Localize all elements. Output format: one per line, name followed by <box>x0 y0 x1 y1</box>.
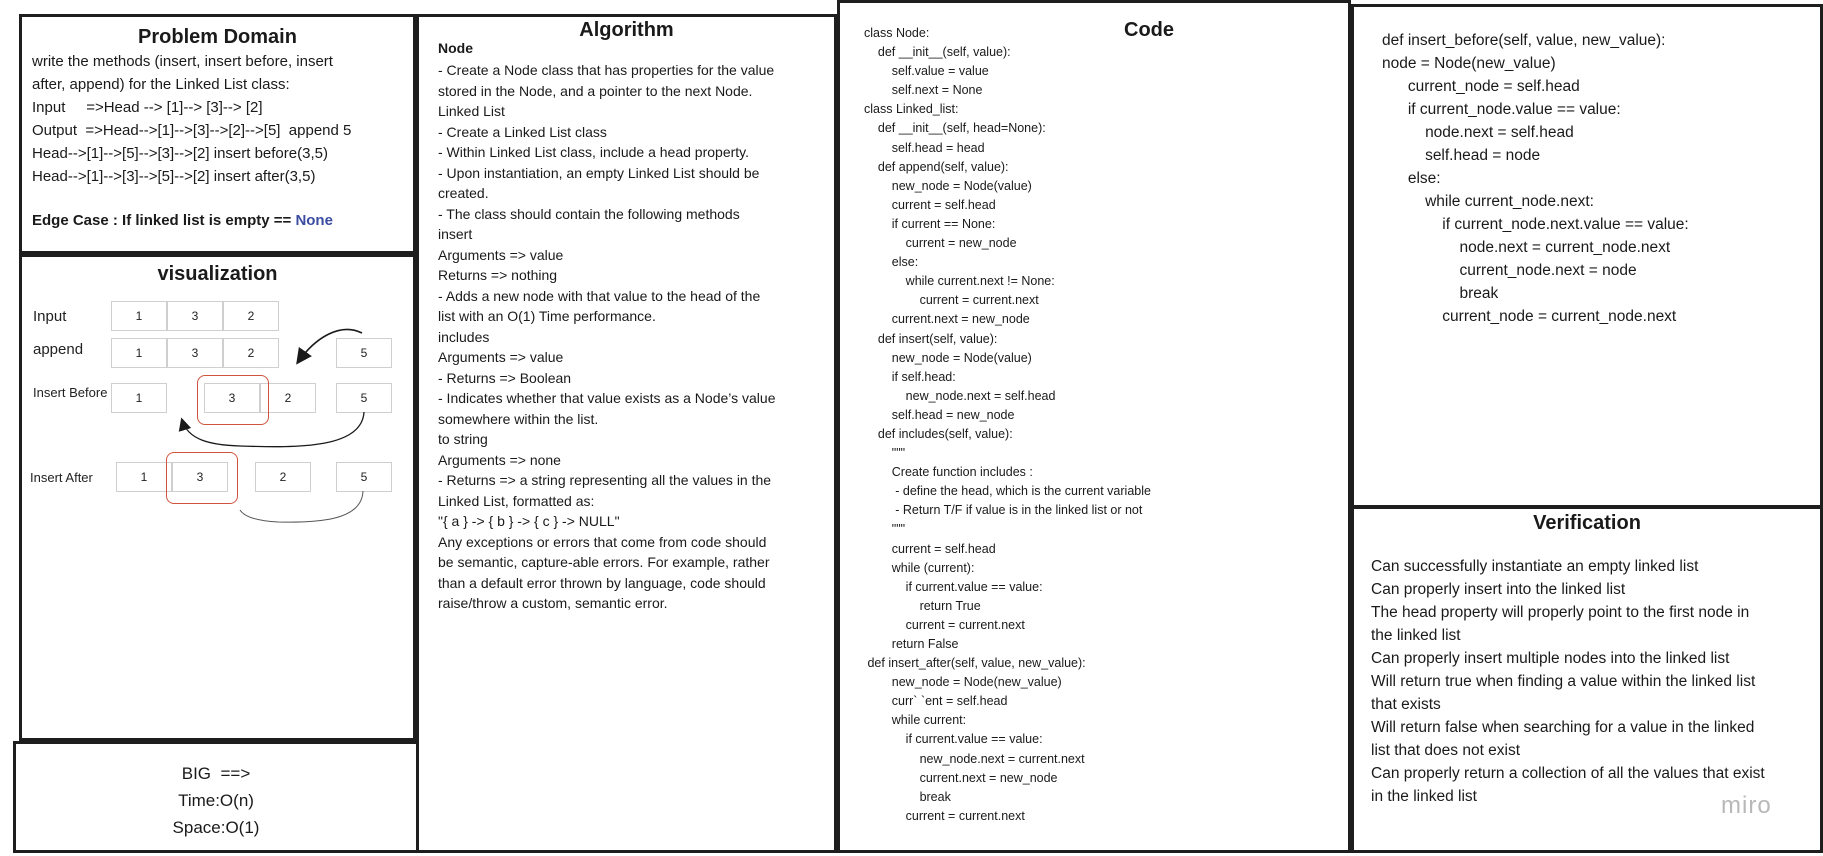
before-node-new: 5 <box>336 383 392 413</box>
code-line: else: <box>864 255 919 270</box>
input-node-1: 1 <box>111 301 167 331</box>
code-line: """ <box>864 446 906 461</box>
code-line: def insert_after(self, value, new_value): <box>864 656 1086 671</box>
code-line: self.head = head <box>864 140 985 155</box>
code-line: """ <box>864 522 906 537</box>
code-line: if current == None: <box>864 216 996 231</box>
insert-before-code-line: else: <box>1382 170 1441 187</box>
big-o-line: Space:O(1) <box>172 818 260 837</box>
algorithm-line: - Returns => a string representing all the values in the <box>438 472 772 488</box>
insert-before-code-line: node.next = self.head <box>1382 124 1574 141</box>
algorithm-line: than a default error thrown by language, code should <box>438 574 766 591</box>
algorithm-line: Returns => nothing <box>438 267 558 283</box>
code-line: return True <box>864 598 981 613</box>
code-line: current.next = new_node <box>864 770 1058 785</box>
after-node-new: 5 <box>336 462 392 492</box>
verification-line: Will return false when searching for a value in the linked <box>1371 719 1755 736</box>
after-node-1: 1 <box>116 462 172 492</box>
algorithm-line: list with an O(1) Time performance. <box>438 308 656 324</box>
algorithm-line: Arguments => value <box>438 349 564 365</box>
append-node-1: 1 <box>111 338 167 368</box>
code-line: new_node.next = self.head <box>864 388 1056 403</box>
viz-label-input: Input <box>33 308 67 325</box>
algorithm-text <box>438 60 775 614</box>
insert-before-code-line: self.head = node <box>1382 147 1541 164</box>
code-line: if self.head: <box>864 369 956 384</box>
code-line: self.head = new_node <box>864 407 1015 422</box>
problem-domain-line: Output =>Head-->[1]-->[3]-->[2]-->[5] append 5 <box>32 122 352 139</box>
code-line: - Return T/F if value is in the linked list or not <box>864 503 1143 518</box>
insert-before-code-line: break <box>1382 285 1499 302</box>
code-line: class Linked_list: <box>864 102 959 117</box>
code-line: current = self.head <box>864 197 996 212</box>
code-text <box>864 24 1151 826</box>
algorithm-heading: Node <box>438 40 473 56</box>
algorithm-line: to string <box>438 431 488 447</box>
code-line: current = current.next <box>864 808 1025 823</box>
code-line: if current.value == value: <box>864 579 1043 594</box>
viz-label-append: append <box>33 341 84 358</box>
algorithm-line: stored in the Node, and a pointer to the next Node. <box>438 82 753 99</box>
code-line: class Node: <box>864 26 930 40</box>
problem-domain-title: Problem Domain <box>138 26 297 48</box>
algorithm-line: Any exceptions or errors that come from code should <box>438 533 767 550</box>
problem-domain-text <box>32 50 351 188</box>
code-line: def append(self, value): <box>864 159 1009 174</box>
code-line: current = current.next <box>864 293 1039 308</box>
code-line: while current.next != None: <box>864 274 1055 289</box>
verification-title: Verification <box>1533 512 1641 534</box>
insert-before-code-line: current_node = current_node.next <box>1382 308 1677 325</box>
code-line: def __init__(self, value): <box>864 45 1011 60</box>
algorithm-line: created. <box>438 185 489 201</box>
insert-before-code-line: while current_node.next: <box>1382 193 1594 210</box>
code-line: curr` `ent = self.head <box>864 694 1008 709</box>
algorithm-title: Algorithm <box>579 19 674 41</box>
algorithm-line: - The class should contain the following methods <box>438 205 740 222</box>
algorithm-line: - Upon instantiation, an empty Linked List should be <box>438 164 760 181</box>
code-line: current = current.next <box>864 617 1025 632</box>
edge-case-none: None <box>295 212 333 229</box>
algorithm-line: insert <box>438 226 473 242</box>
insert-before-code-frame <box>1351 4 1823 508</box>
code-line: new_node = Node(value) <box>864 350 1032 365</box>
algorithm-line: Linked List, formatted as: <box>438 492 595 509</box>
insert-before-code-line: node = Node(new_value) <box>1382 55 1556 72</box>
algorithm-line: raise/throw a custom, semantic error. <box>438 595 668 611</box>
big-o-line: Time:O(n) <box>178 791 254 810</box>
big-o-text <box>16 760 416 841</box>
verification-line: Can successfully instantiate an empty linked list <box>1371 558 1699 575</box>
problem-domain-line: Head-->[1]-->[5]-->[3]-->[2] insert before(3,5) <box>32 145 328 162</box>
verification-line: in the linked list <box>1371 788 1477 805</box>
problem-domain-frame <box>19 14 416 254</box>
algorithm-line: includes <box>438 328 490 345</box>
edge-case-label: Edge Case : If linked list is empty == <box>32 212 296 229</box>
algorithm-line: "{ a } -> { b } -> { c } -> NULL" <box>438 513 620 529</box>
problem-domain-line: write the methods (insert, insert before, insert <box>32 53 333 70</box>
viz-label-insert-after: Insert After <box>30 470 93 485</box>
insert-before-code-line: node.next = current_node.next <box>1382 239 1671 256</box>
code-line: self.next = None <box>864 83 983 98</box>
append-node-2: 3 <box>167 338 223 368</box>
verification-line: Can properly insert into the linked list <box>1371 581 1626 598</box>
before-node-3: 3 <box>204 383 260 413</box>
algorithm-line: - Within Linked List class, include a head property. <box>438 144 750 160</box>
edge-case <box>32 212 333 229</box>
verification-frame <box>1351 506 1823 853</box>
after-node-3: 3 <box>172 462 228 492</box>
algorithm-line: somewhere within the list. <box>438 410 599 427</box>
problem-domain-line: Input =>Head --> [1]--> [3]--> [2] <box>32 99 263 116</box>
after-node-2: 2 <box>255 462 311 492</box>
code-line: def includes(self, value): <box>864 426 1013 441</box>
code-line: Create function includes : <box>864 465 1033 480</box>
append-node-3: 2 <box>223 338 279 368</box>
verification-line: that exists <box>1371 696 1441 713</box>
algorithm-line: - Indicates whether that value exists as a Node’s value <box>438 390 776 406</box>
input-node-2: 3 <box>167 301 223 331</box>
insert-before-code-line: current_node.next = node <box>1382 262 1637 279</box>
verification-line: Can properly insert multiple nodes into the linked list <box>1371 650 1730 667</box>
problem-domain-line: Head-->[1]-->[3]-->[5]-->[2] insert after(3,5) <box>32 168 316 185</box>
verification-line: the linked list <box>1371 627 1461 644</box>
insert-before-code-line: if current_node.next.value == value: <box>1382 216 1689 233</box>
append-node-new: 5 <box>336 338 392 368</box>
code-line: while (current): <box>864 560 975 575</box>
code-line: break <box>864 789 951 804</box>
verification-line: list that does not exist <box>1371 742 1521 759</box>
insert-before-code-line: if current_node.value == value: <box>1382 101 1621 118</box>
problem-domain-line: after, append) for the Linked List class: <box>32 76 290 93</box>
code-line: new_node = Node(value) <box>864 178 1032 193</box>
code-title: Code <box>1124 19 1174 41</box>
big-o-frame <box>13 741 419 853</box>
visualization-title: visualization <box>157 263 278 285</box>
code-line: new_node.next = current.next <box>864 751 1085 766</box>
insert-before-code-line: current_node = self.head <box>1382 78 1580 95</box>
miro-logo: miro <box>1721 792 1772 819</box>
algorithm-line: - Create a Node class that has properties for the value <box>438 62 775 78</box>
algorithm-line: - Create a Linked List class <box>438 123 607 140</box>
big-o-line: BIG ==> <box>181 764 251 783</box>
algorithm-line: - Returns => Boolean <box>438 369 572 386</box>
viz-label-insert-before: Insert Before <box>33 385 108 400</box>
algorithm-line: Linked List <box>438 103 505 119</box>
before-node-2: 2 <box>260 383 316 413</box>
algorithm-line: be semantic, capture-able errors. For example, rather <box>438 554 770 570</box>
algorithm-line: - Adds a new node with that value to the head of the <box>438 287 761 304</box>
algorithm-frame <box>416 14 837 853</box>
code-line: current = new_node <box>864 236 1017 251</box>
verification-line: Can properly return a collection of all the values that exist <box>1371 765 1765 782</box>
code-line: def insert(self, value): <box>864 331 998 346</box>
code-line: current.next = new_node <box>864 312 1030 327</box>
code-line: return False <box>864 637 959 651</box>
code-line: - define the head, which is the current variable <box>864 484 1151 499</box>
code-line: self.value = value <box>864 64 989 79</box>
before-node-1: 1 <box>111 383 167 413</box>
algorithm-line: Arguments => none <box>438 451 561 468</box>
verification-line: The head property will properly point to the first node in <box>1371 604 1750 621</box>
visualization-frame <box>19 254 416 741</box>
insert-before-code-text <box>1382 29 1689 328</box>
verification-line: Will return true when finding a value within the linked list <box>1371 673 1756 690</box>
code-line: def __init__(self, head=None): <box>864 121 1046 136</box>
input-node-3: 2 <box>223 301 279 331</box>
insert-before-code-line: def insert_before(self, value, new_value): <box>1382 32 1666 49</box>
code-line: new_node = Node(new_value) <box>864 675 1062 690</box>
algorithm-line: Arguments => value <box>438 246 564 263</box>
code-frame <box>837 0 1351 853</box>
code-line: current = self.head <box>864 541 996 556</box>
verification-text <box>1371 555 1765 808</box>
code-line: while current: <box>864 713 967 728</box>
code-line: if current.value == value: <box>864 732 1043 747</box>
